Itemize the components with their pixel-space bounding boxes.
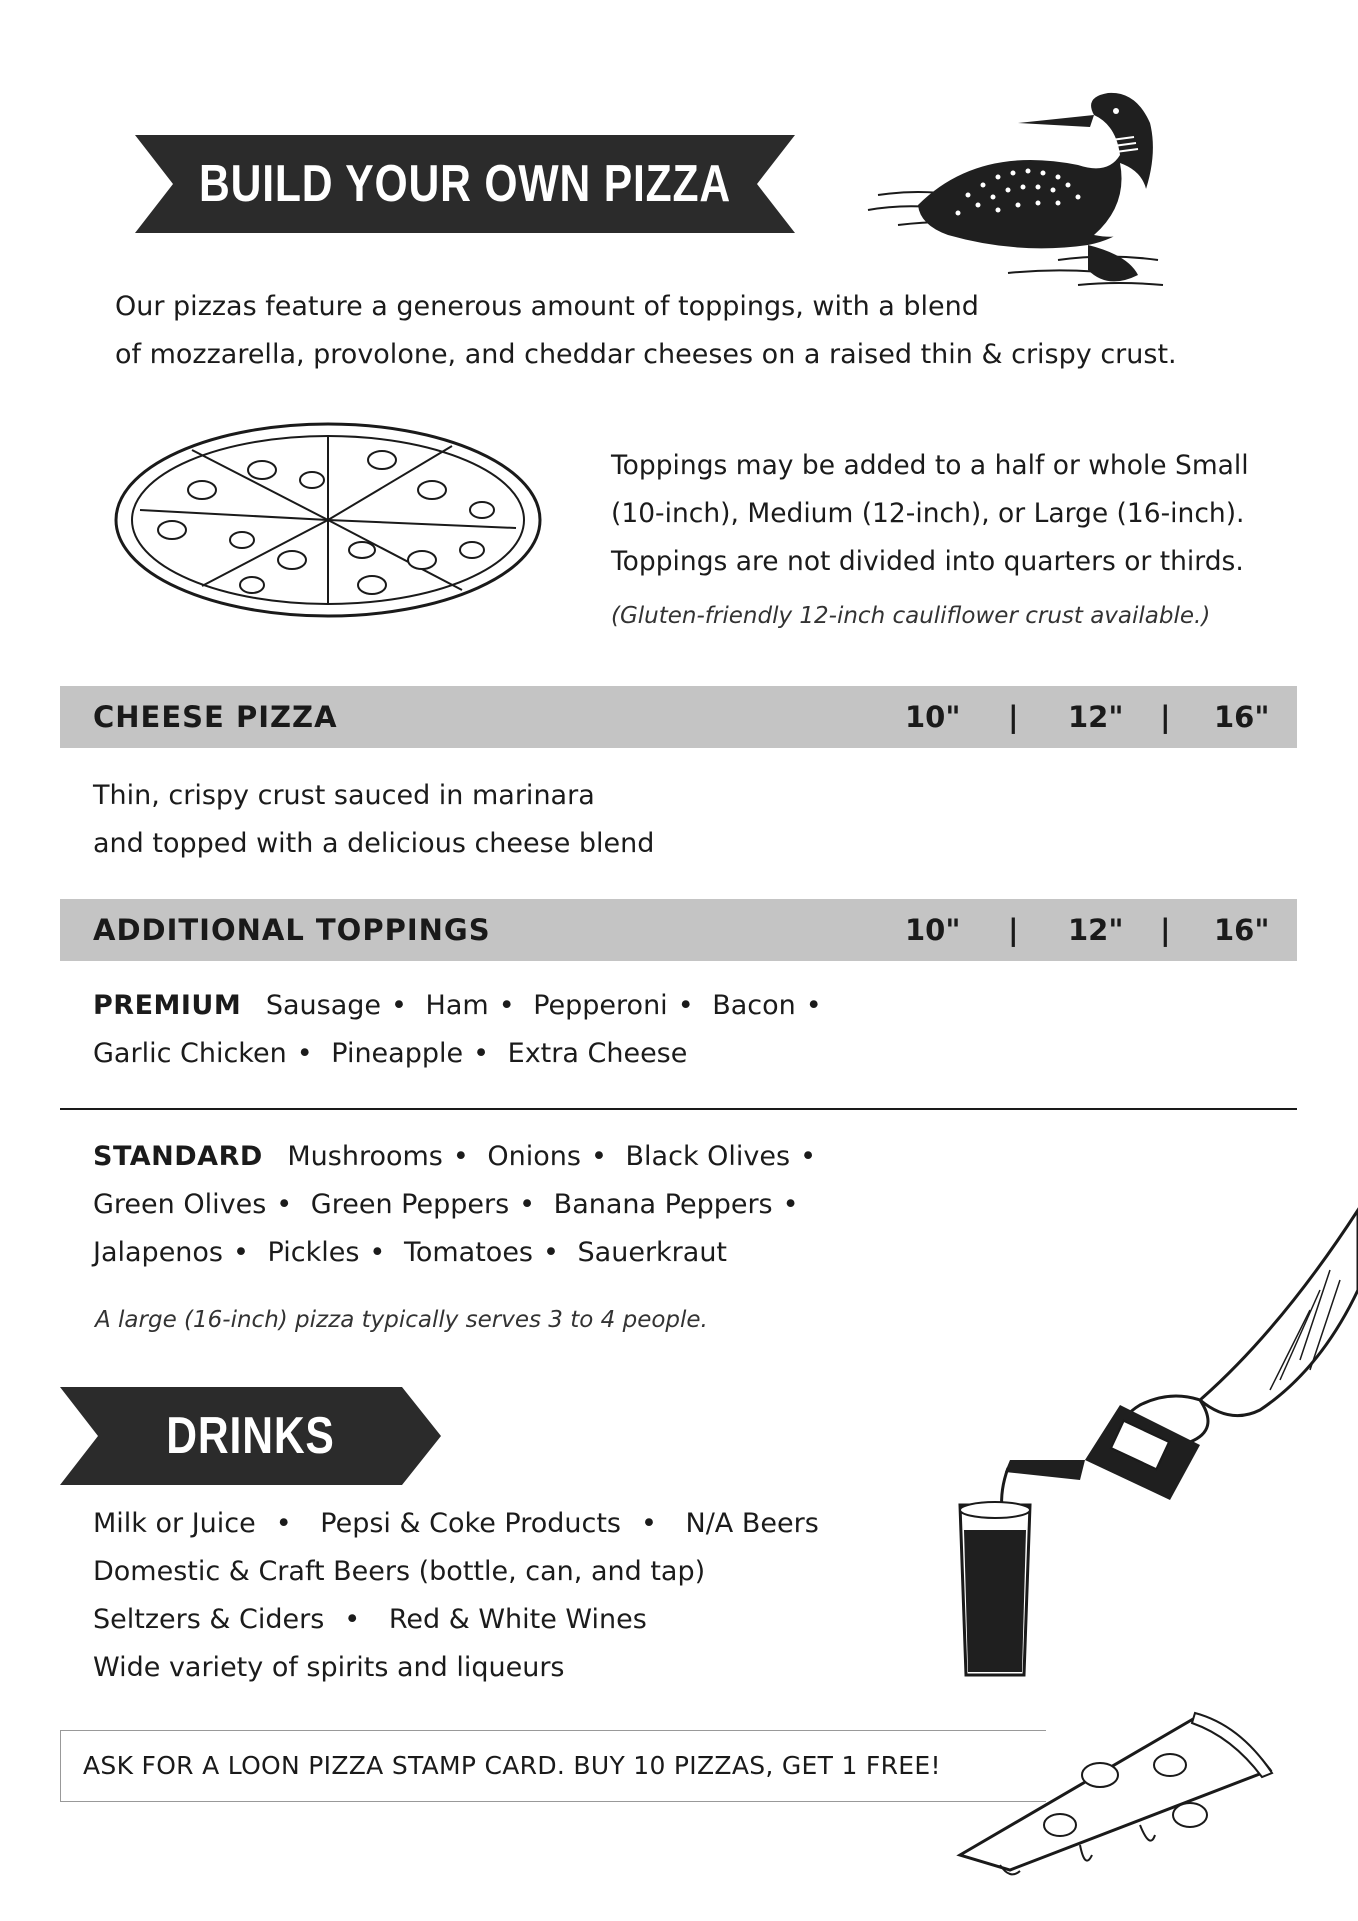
- topping-item: Extra Cheese: [507, 1038, 688, 1069]
- drink-item: Seltzers & Ciders: [93, 1604, 325, 1635]
- bullet: •: [640, 1508, 657, 1539]
- gluten-free-note: (Gluten-friendly 12-inch cauliflower crust available.): [611, 603, 1211, 629]
- bullet: •: [805, 990, 822, 1021]
- bullet: •: [391, 990, 407, 1021]
- toppings-info-line-3: Toppings are not divided into quarters or thirds.: [611, 546, 1244, 577]
- topping-item: Pickles: [267, 1237, 360, 1268]
- drink-item: Milk or Juice: [93, 1508, 256, 1539]
- topping-item: Pepperoni: [533, 990, 668, 1021]
- topping-item: Green Olives: [93, 1189, 267, 1220]
- topping-item: Banana Peppers: [553, 1189, 773, 1220]
- intro-line-1: Our pizzas feature a generous amount of toppings, with a blend: [115, 291, 979, 322]
- size-10: 10": [905, 913, 961, 947]
- cheese-pizza-title: CHEESE PIZZA: [93, 700, 338, 734]
- drink-line-4: Wide variety of spirits and liqueurs: [93, 1652, 565, 1683]
- topping-item: Pineapple: [331, 1038, 464, 1069]
- cheese-desc-line-2: and topped with a delicious cheese blend: [93, 828, 655, 859]
- topping-item: Garlic Chicken: [93, 1038, 287, 1069]
- banner-title: BUILD YOUR OWN PIZZA: [198, 155, 732, 213]
- size-16: 16": [1214, 700, 1270, 734]
- topping-item: Sauerkraut: [577, 1237, 728, 1268]
- size-12: 12": [1068, 700, 1124, 734]
- topping-item: Jalapenos: [93, 1237, 224, 1268]
- topping-item: Mushrooms: [287, 1141, 443, 1172]
- bullet: •: [800, 1141, 817, 1172]
- topping-item: Black Olives: [625, 1141, 791, 1172]
- stamp-card-promo: [60, 1730, 1046, 1802]
- drinks-banner: [60, 1387, 441, 1485]
- bullet: •: [276, 1189, 293, 1220]
- loon-icon: [858, 85, 1188, 295]
- cheese-pizza-header: [60, 686, 1297, 748]
- size-separator: |: [1008, 700, 1019, 734]
- topping-item: Tomatoes: [403, 1237, 533, 1268]
- drinks-title: DRINKS: [166, 1407, 335, 1465]
- size-separator: |: [1160, 700, 1171, 734]
- serves-note: A large (16-inch) pizza typically serves 3 to 4 people.: [95, 1307, 708, 1333]
- bullet: •: [677, 990, 694, 1021]
- toppings-info: [611, 442, 1249, 586]
- topping-item: Sausage: [265, 990, 381, 1021]
- cheese-desc-line-1: Thin, crispy crust sauced in marinara: [93, 780, 595, 811]
- bullet: •: [452, 1141, 469, 1172]
- drink-item: Red & White Wines: [388, 1604, 647, 1635]
- premium-toppings: [93, 982, 832, 1078]
- beer-bottle-icon: [900, 1210, 1358, 1690]
- drink-item: Pepsi & Coke Products: [320, 1508, 621, 1539]
- size-12: 12": [1068, 913, 1124, 947]
- intro-line-2: of mozzarella, provolone, and cheddar cheeses on a raised thin & crispy crust.: [115, 339, 1177, 370]
- bullet: •: [591, 1141, 607, 1172]
- drink-line-2: Domestic & Craft Beers (bottle, can, and tap): [93, 1556, 706, 1587]
- bullet: •: [233, 1237, 249, 1268]
- drink-item: N/A Beers: [685, 1508, 819, 1539]
- pizza-slice-icon: [940, 1695, 1280, 1885]
- standard-toppings: [93, 1133, 826, 1277]
- drinks-list: [93, 1500, 819, 1692]
- size-16: 16": [1214, 913, 1270, 947]
- topping-item: Ham: [425, 990, 489, 1021]
- toppings-info-line-1: Toppings may be added to a half or whole Small: [611, 450, 1249, 481]
- bullet: •: [782, 1189, 799, 1220]
- topping-item: Onions: [487, 1141, 581, 1172]
- pizza-icon: [112, 410, 544, 630]
- build-your-own-banner: [135, 135, 795, 233]
- bullet: •: [519, 1189, 536, 1220]
- bullet: •: [296, 1038, 313, 1069]
- topping-item: Bacon: [712, 990, 796, 1021]
- premium-label: PREMIUM: [93, 990, 242, 1021]
- topping-item: Green Peppers: [310, 1189, 510, 1220]
- intro-text: [115, 283, 1177, 379]
- additional-toppings-header: [60, 899, 1297, 961]
- additional-toppings-title: ADDITIONAL TOPPINGS: [93, 913, 491, 947]
- promo-text: ASK FOR A LOON PIZZA STAMP CARD. BUY 10 PIZZAS, GET 1 FREE!: [83, 1751, 941, 1780]
- bullet: •: [473, 1038, 490, 1069]
- divider: [60, 1108, 1297, 1110]
- toppings-info-line-2: (10-inch), Medium (12-inch), or Large (16-inch).: [611, 498, 1245, 529]
- bullet: •: [275, 1508, 292, 1539]
- bullet: •: [543, 1237, 559, 1268]
- bullet: •: [369, 1237, 386, 1268]
- bullet: •: [498, 990, 515, 1021]
- size-separator: |: [1008, 913, 1019, 947]
- size-10: 10": [905, 700, 961, 734]
- bullet: •: [344, 1604, 361, 1635]
- cheese-pizza-description: [93, 772, 654, 868]
- standard-label: STANDARD: [93, 1141, 263, 1172]
- size-separator: |: [1160, 913, 1171, 947]
